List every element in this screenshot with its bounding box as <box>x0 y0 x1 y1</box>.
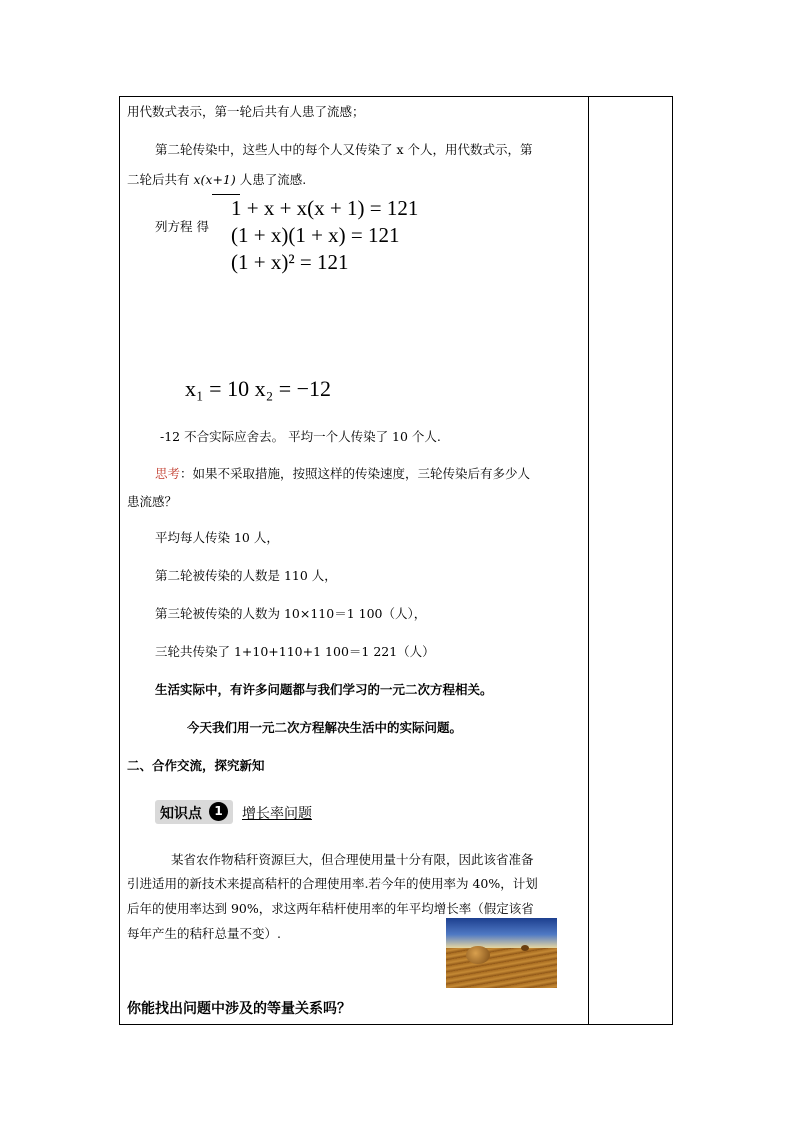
bold-statement-1: 生活实际中，有许多问题都与我们学习的一元二次方程相关。 <box>155 682 493 697</box>
text-line-1: 用代数式表示，第一轮后共有人患了流感； <box>127 104 365 119</box>
think-line-2: 患流感？ <box>127 494 178 509</box>
knowledge-point-number: 1 <box>209 802 228 821</box>
question-prompt: 你能找出问题中涉及的等量关系吗？ <box>127 1001 351 1017</box>
problem-line-3: 后年的使用率达到 90%，求这两年秸杆使用率的年平均增长率（假定该省 <box>127 901 534 916</box>
text-line-2: 第二轮传染中，这些人中的每个人又传染了 x 个人，用代数式示，第 <box>155 142 533 157</box>
equation-1: 1 + x + x(x + 1) = 121 <box>231 196 419 220</box>
expression-overline <box>212 194 240 195</box>
bold-statement-2: 今天我们用一元二次方程解决生活中的实际问题。 <box>187 720 463 735</box>
photo-hay-bale <box>466 946 490 964</box>
text-line-3-post: 人患了流感. <box>235 172 307 187</box>
photo-sky <box>446 918 557 948</box>
expr-x-x-plus-1: x(x+1) <box>193 172 236 187</box>
think-label: 思考 <box>155 466 181 481</box>
photo-field <box>446 948 557 988</box>
equation-3: (1 + x)² = 121 <box>231 250 349 274</box>
think-line-1 <box>155 466 530 482</box>
avg-per-person: 平均每人传染 10 人， <box>155 530 279 545</box>
table-column-divider <box>588 96 589 1025</box>
photo-distant-bale <box>521 945 529 951</box>
problem-line-1: 某省农作物秸秆资源巨大，但合理使用量十分有限，因此该省准备 <box>171 852 534 867</box>
section-heading: 二、合作交流，探究新知 <box>127 758 265 773</box>
knowledge-point-title: 增长率问题 <box>242 806 312 822</box>
hay-bale-field-photo <box>446 918 557 988</box>
problem-line-4: 每年产生的秸秆总量不变）. <box>127 926 281 941</box>
round-3-count: 第三轮被传染的人数为 10×110＝1 100（人）， <box>155 606 427 621</box>
problem-line-2: 引进适用的新技术来提高秸杆的合理使用率.若今年的使用率为 40%，计划 <box>127 876 538 891</box>
think-text: ：如果不采取措施，按照这样的传染速度，三轮传染后有多少人 <box>180 466 531 481</box>
total-count: 三轮共传染了 1+10+110+1 100＝1 221（人） <box>155 644 435 659</box>
round-2-count: 第二轮被传染的人数是 110 人， <box>155 568 337 583</box>
knowledge-point-label: 知识点 <box>160 806 202 822</box>
equation-label: 列方程 得 <box>155 219 209 234</box>
equation-roots: x₁ = 10 x₂ = −12 <box>185 376 332 401</box>
reject-negative-root: -12 不合实际应舍去。 平均一个人传染了 10 个人. <box>160 429 441 444</box>
equation-2: (1 + x)(1 + x) = 121 <box>231 223 400 247</box>
text-line-3-pre: 二轮后共有 <box>127 172 194 187</box>
text-line-3 <box>127 172 306 188</box>
